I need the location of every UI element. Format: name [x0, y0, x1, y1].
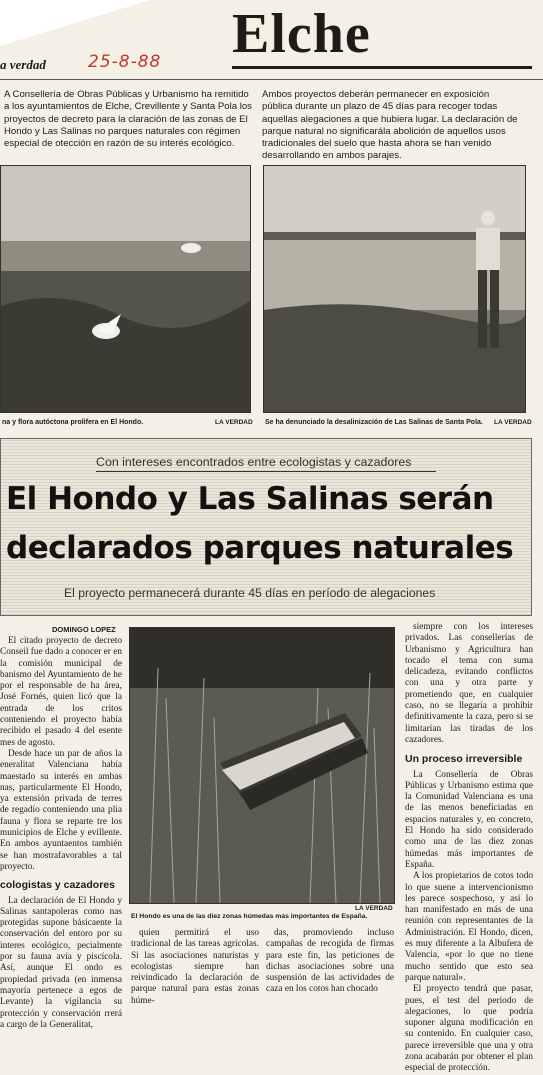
col4-paragraph: siempre con los intereses privados. Las consellerías de Urbanismo y Agricultura han tocado el tema con suma delicadeza, evitando conflictos con una y otra parte y prometiendo que, en cualquier caso, no se llegaría a prohibir definitivamente la caza, pero si se limitarían las tiradas de los cazadores. — [405, 622, 533, 745]
kicker-underline — [96, 471, 436, 472]
photo-credit-left: LA VERDAD — [215, 419, 253, 426]
col4-paragraph: La Consellería de Obras Públicas y Urbanismo estima que la Comunidad Valenciana es una de las menos beneficiadas en espacios naturales y, en concreto, El Hondo ha sido considerado como una de las diez zonas húmedas más importantes de España. — [405, 769, 533, 870]
intro-left: A Consellería de Obras Públicas y Urbanismo ha remitido a los ayuntamientos de Elche, Crevillente y Santa Pola los proyectos de decreto para la claración de las zonas de El Hondo y Las Salinas no parques naturales con régimen especial de otección en razón de su interés ecológico. — [4, 89, 252, 150]
photo-salinas-santa-pola — [263, 165, 526, 413]
col1-paragraph: El citado proyecto de decreto Conseil fue dado a conocer er en la comisión municipal de banismo del Ayuntamiento de he por el responsable de ha área, José Fornés, quien licó que la entrada de los critos conteniendo el proyecto había recibido el pasado 4 del esente mes de agosto. — [0, 636, 122, 748]
col3-paragraph: das, promoviendo incluso campañas de recogida de firmas para este fin, las peticiones de dichas asociaciones sobre una suspensión de las actividades de caza en los cotos han chocado — [266, 928, 394, 995]
section-rule — [232, 66, 532, 69]
photo-caption-right: Se ha denunciado la desalinización de Las Salinas de Santa Pola. — [265, 419, 483, 426]
photo-caption-boat: El Hondo es una de las diez zonas húmedas más importantes de España. — [131, 913, 368, 920]
col4-paragraph: El proyecto tendrá que pasar, pues, el test del período de alegaciones, lo que podría suponer alguna modificación en su contenido. En cualquier caso, parece irreversible que una y otra zona acabarán por obtener el plan especial de protección. — [405, 984, 533, 1074]
headline-line-2: declarados parques naturales — [6, 530, 514, 566]
photo-caption-left: na y flora autóctona prolifera en El Hondo. — [2, 419, 144, 426]
article-column-1 — [0, 636, 122, 1031]
col1-subtitle: cologistas y cazadores — [0, 879, 115, 892]
article-column-4 — [405, 622, 533, 1075]
article-column-3 — [266, 928, 394, 996]
col1-paragraph: Desde hace un par de años la eneralitat Valenciana había maestado su interés en ambas nas, particularmente El Hondo, ya extensión privada de terres de regadío conteniendo una plia fauna y flora se reparte tre los municipios de Elche y evillente. En ambos ayuntaentos también se han mostrafavorables a tal proyecto. — [0, 748, 122, 872]
col1-paragraph: La declaración de El Hondo y Salinas santapoleras como nas protegidas supone básicaente la conservación del entoro por su interes ecológico, pecialmente por su fauna avía y piscícola. Así, aunque El ondo es propiedad privada (en inmensa mayoría pertenece a egos de Levante) la vigilancia su protección y conservación rrerá a cargo de la Generalitat, — [0, 895, 122, 1030]
handwritten-date: 25-8-88 — [88, 52, 162, 72]
intro-right: Ambos proyectos deberán permanecer en exposición pública durante un plazo de 45 días para recoger todas aquellas alegaciones a que hubiera lugar. La declaración de parque natural no significarála abolición de aquellos usos tradicionales del suelo que hasta ahora se han venido desarrollando en ambos parajes. — [262, 89, 518, 162]
photo-credit-boat: LA VERDAD — [355, 905, 393, 912]
section-title: Elche — [232, 3, 371, 65]
header-divider — [0, 79, 543, 80]
byline: DOMINGO LOPEZ — [52, 625, 116, 634]
photo-boat-reeds — [129, 627, 395, 904]
photo-credit-right: LA VERDAD — [494, 419, 532, 426]
paper-torn-corner — [0, 0, 150, 46]
article-column-2 — [131, 928, 259, 1007]
col4-paragraph: A los propietarios de cotos todo lo que suene a intervencionismo les parece sospechoso, y así lo han manifestado en más de una reunión con representantes de la Administración. El Hondo, dicen, es muy diferente a la Albufera de Valencia, «por lo que no tiene mucho sentido que esto sea parque natural». — [405, 871, 533, 983]
col4-subtitle: Un proceso irreversible — [405, 753, 523, 766]
headline-subhead: El proyecto permanecerá durante 45 días en período de alegaciones — [64, 586, 436, 600]
newspaper-masthead: a verdad — [0, 57, 46, 72]
col2-paragraph: quien permitirá el uso tradicional de las tareas agrícolas. Si las asociaciones naturistas y ecologistas siempre han reivindicado la declaración de parque natural para estas zonas húme- — [131, 928, 259, 1006]
headline-line-1: El Hondo y Las Salinas serán — [6, 481, 494, 517]
photo-birds-el-hondo — [0, 165, 251, 413]
headline-kicker: Con intereses encontrados entre ecologistas y cazadores — [96, 455, 412, 469]
